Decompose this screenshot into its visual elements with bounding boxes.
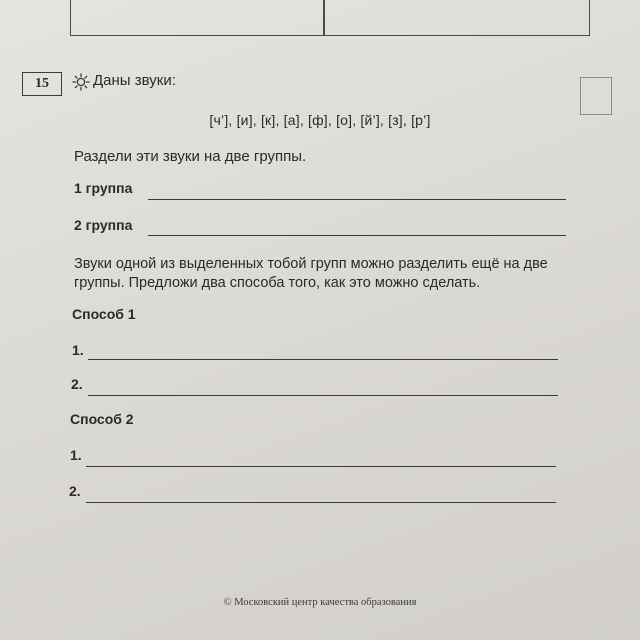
previous-task-table	[70, 0, 590, 36]
group-2-answer-line[interactable]	[148, 235, 566, 236]
method-2-item-2: 2.	[69, 483, 81, 499]
method-2-title: Способ 2	[70, 411, 134, 427]
group-1-answer-line[interactable]	[148, 199, 566, 200]
score-box	[580, 77, 612, 115]
footer-copyright: © Московский центр качества образования	[223, 597, 417, 608]
method-1-item-2: 2.	[71, 376, 83, 392]
sounds-list: [ч’], [и], [к], [а], [ф], [о], [й’], [з], [р’]	[209, 112, 431, 128]
group-2-label: 2 группа	[74, 217, 133, 233]
group-1-label: 1 группа	[74, 180, 133, 196]
sun-icon	[72, 73, 90, 91]
method-2-line-1[interactable]	[86, 466, 556, 467]
task-paragraph: Звуки одной из выделенных тобой групп можно разделить ещё на две группы. Предложи два способа того, как это можно сделать.	[74, 256, 548, 291]
task-number-box: 15	[22, 72, 62, 96]
method-2-line-2[interactable]	[86, 502, 556, 503]
task-intro: Даны звуки:	[93, 72, 176, 89]
table-divider	[323, 0, 325, 35]
method-1-item-1: 1.	[72, 342, 84, 358]
task-instruction: Раздели эти звуки на две группы.	[74, 148, 307, 165]
method-1-title: Способ 1	[72, 306, 136, 322]
method-1-line-1[interactable]	[88, 359, 558, 360]
method-2-item-1: 1.	[70, 447, 82, 463]
method-1-line-2[interactable]	[88, 395, 558, 396]
